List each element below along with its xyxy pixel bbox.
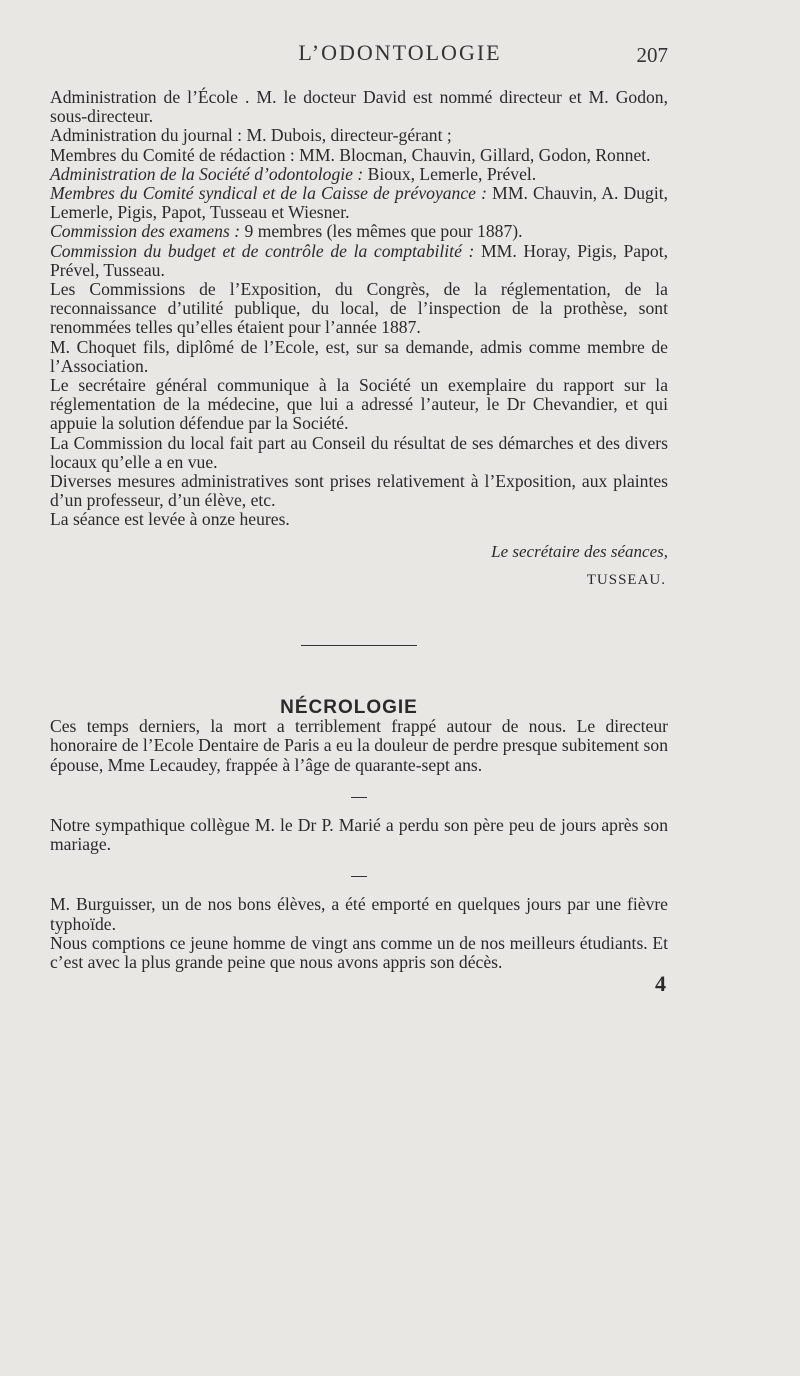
signature-line: Le secrétaire des séances, [491,541,668,561]
budget-commission-text: MM. Horay, Pigis, Papot, Prével, Tusseau. [50,240,668,280]
page-content [50,87,669,997]
paragraph-school-administration: Administration de l’École . M. le docteur David est nommé directeur et M. Godon, sous-directeur. [50,87,668,127]
necrology-paragraph-student: Nous comptions ce jeune homme de vingt ans comme un de nos meilleurs étudiants. Et c’est avec la plus grande peine que nous avons appris son décès. [50,932,668,972]
section-divider [301,645,417,646]
syndical-committee-label: Membres du Comité syndical et de la Caisse de prévoyance : [50,183,488,204]
paragraph-journal-administration: Administration du journal : M. Dubois, directeur-gérant ; [50,125,452,146]
paragraph-closing: La séance est levée à onze heures. [50,509,290,530]
society-administration-label: Administration de la Société d’odontologie : [50,163,364,184]
signer-name: TUSSEAU. [586,571,666,588]
syndical-committee-text: MM. Chauvin, A. Dugit, Lemerle, Pigis, Papot, Tusseau et Wiesner. [50,183,669,223]
necrology-paragraph-lecaudey: Ces temps derniers, la mort a terriblement frappé autour de nous. Le directeur honoraire de l’Ecole Dentaire de Paris a eu la douleur de perdre presque subitement son épouse, Mme Lecaudey, frappée à l’âge de quarante-sept ans. [50,716,668,775]
exam-commission-label: Commission des examens : [50,221,241,242]
signature-mark: 4 [655,971,666,997]
paragraph-syndical-committee [50,184,668,222]
necrology-paragraph-marie: Notre sympathique collègue M. le Dr P. Marié a perdu son père peu de jours après son mariage. [50,814,668,855]
page-number: 207 [636,43,668,67]
paragraph-measures: Diverses mesures administratives sont prises relativement à l’Exposition, aux plaintes d’un professeur, d’un élève, etc. [50,471,668,511]
exam-commission-text: 9 membres (les mêmes que pour 1887). [240,221,523,242]
short-divider [351,797,367,798]
running-head [0,40,800,70]
paragraph-new-member: M. Choquet fils, diplômé de l’Ecole, est, sur sa demande, admis comme membre de l’Association. [50,336,668,376]
paragraph-society-administration [50,165,668,184]
paragraph-report: Le secrétaire général communique à la Société un exemplaire du rapport sur la réglementation de la médecine, que lui a adressé l’auteur, le Dr Chevandier, et qui appuie la solution défendue par la Société. [50,375,668,434]
paragraph-commissions-renewed: Les Commissions de l’Exposition, du Congrès, de la réglementation, de la reconnaissance d’utilité publique, du local, de l’inspection de la prothèse, sont renommées telles qu’elles étaient pour l’année 1887. [50,279,668,338]
necrology-paragraph-burguisser: M. Burguisser, un de nos bons élèves, a été emporté en quelques jours par une fièvre typhoïde. [50,894,668,934]
paragraph-local-commission: La Commission du local fait part au Conseil du résultat de ses démarches et des divers locaux qu’elle a en vue. [50,432,668,472]
budget-commission-label: Commission du budget et de contrôle de la comptabilité : [50,240,475,261]
necrology-title: NÉCROLOGIE [280,697,418,719]
paragraph-exam-commission [50,222,668,241]
paragraph-editorial-committee: Membres du Comité de rédaction : MM. Blocman, Chauvin, Gillard, Godon, Ronnet. [50,144,651,165]
running-title: L’ODONTOLOGIE [298,40,502,65]
paragraph-budget-commission [50,242,668,280]
society-administration-text: Bioux, Lemerle, Prével. [363,163,537,184]
short-divider [351,876,367,877]
